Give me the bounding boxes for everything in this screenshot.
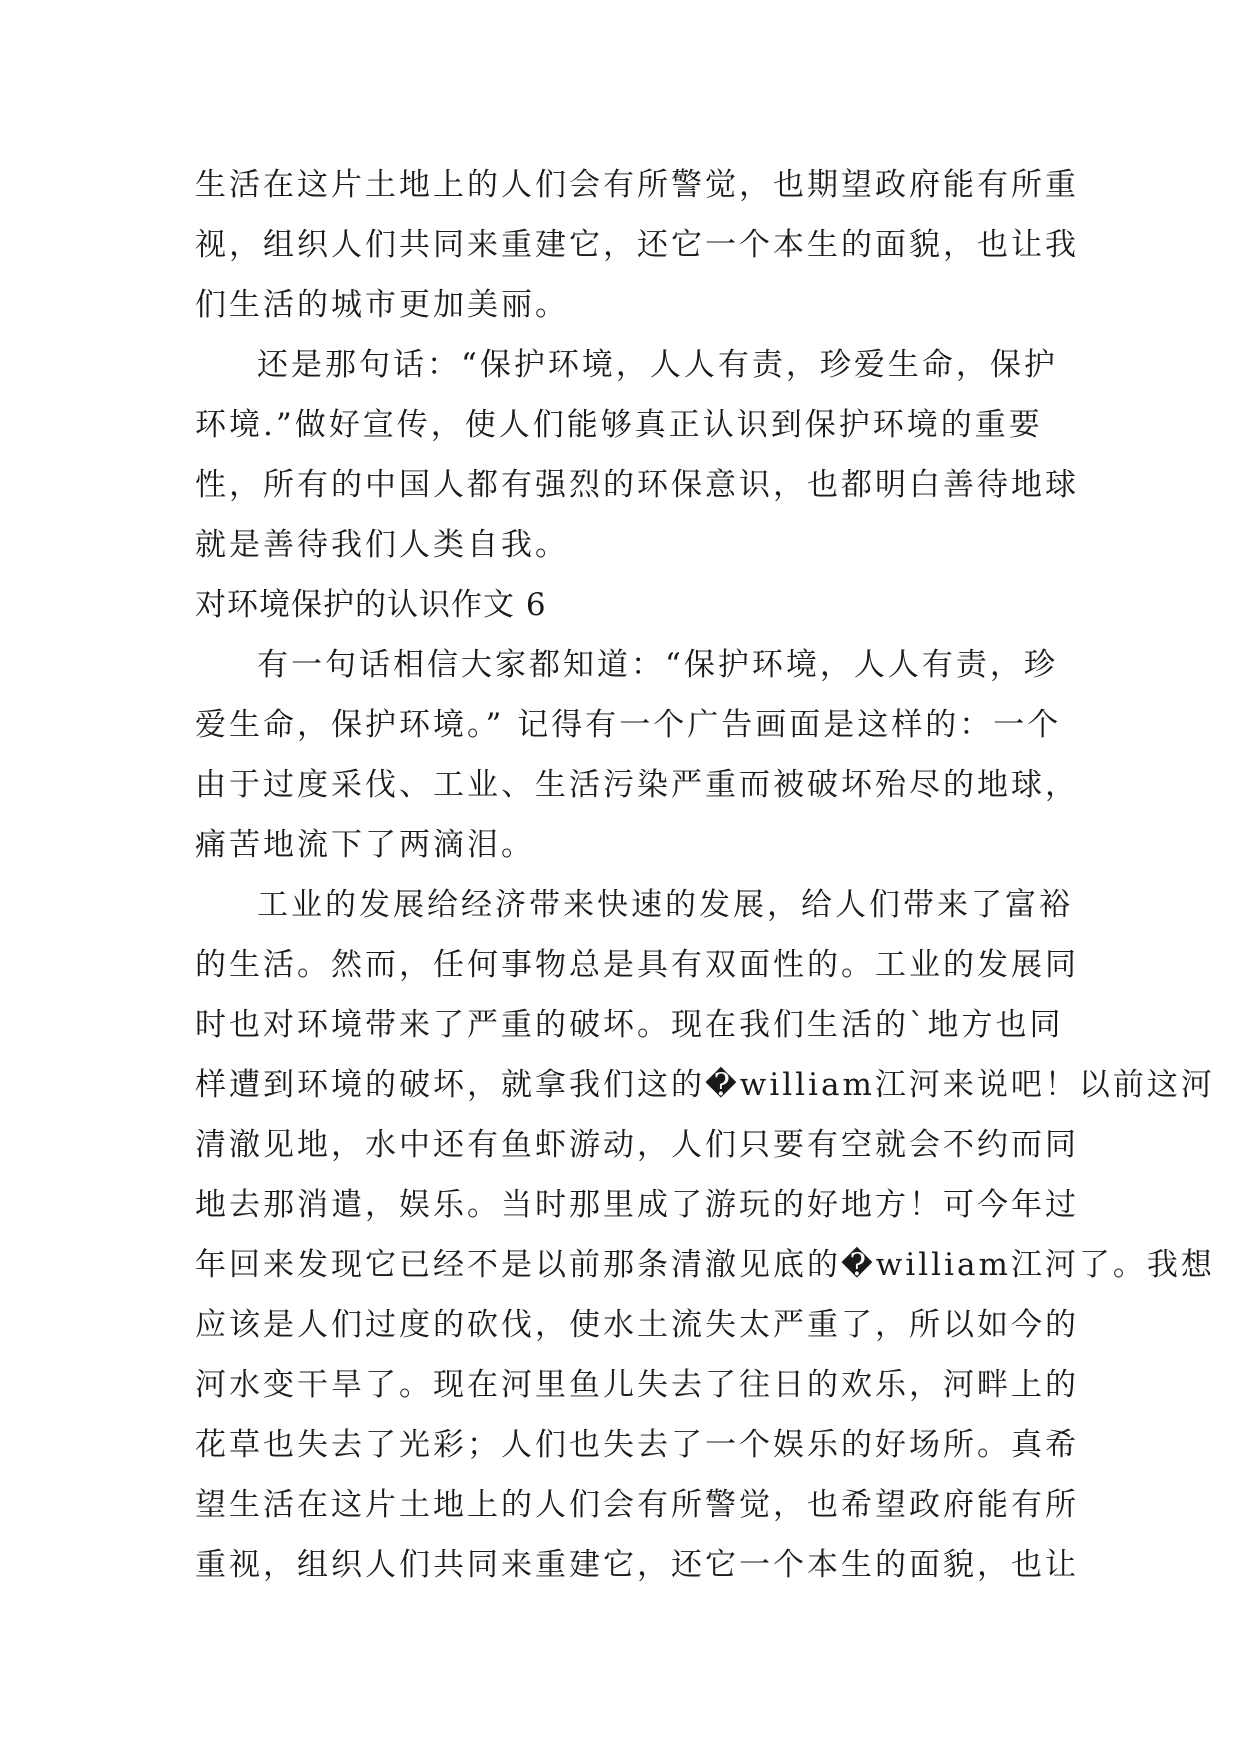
- text-line: 痛苦地流下了两滴泪。: [195, 827, 535, 863]
- paragraph-first-line: 有一句话相信大家都知道：“保护环境，人人有责，珍: [257, 647, 1058, 683]
- section-heading: 对环境保护的认识作文 6: [195, 587, 547, 623]
- text-line: 生活在这片土地上的人们会有所警觉，也期望政府能有所重: [195, 167, 1079, 203]
- text-line: 清澈见地，水中还有鱼虾游动，人们只要有空就会不约而同: [195, 1127, 1079, 1163]
- text-line: 样遭到环境的破坏，就拿我们这的�william江河来说吧！以前这河: [195, 1067, 1215, 1103]
- text-line: 爱生命，保护环境。” 记得有一个广告画面是这样的：一个: [195, 707, 1062, 743]
- paragraph-first-line: 还是那句话：“保护环境，人人有责，珍爱生命，保护: [257, 347, 1058, 383]
- text-line: 的生活。然而，任何事物总是具有双面性的。工业的发展同: [195, 947, 1079, 983]
- paragraph-first-line: 工业的发展给经济带来快速的发展，给人们带来了富裕: [257, 887, 1073, 923]
- text-line: 由于过度采伐、工业、生活污染严重而被破坏殆尽的地球，: [195, 767, 1079, 803]
- text-line: 视，组织人们共同来重建它，还它一个本生的面貌，也让我: [195, 227, 1079, 263]
- text-line: 应该是人们过度的砍伐，使水土流失太严重了，所以如今的: [195, 1307, 1079, 1343]
- text-line: 就是善待我们人类自我。: [195, 527, 569, 563]
- text-line: 年回来发现它已经不是以前那条清澈见底的�william江河了。我想: [195, 1247, 1215, 1283]
- text-line: 时也对环境带来了严重的破坏。现在我们生活的`地方也同: [195, 1007, 1064, 1043]
- text-line: 花草也失去了光彩；人们也失去了一个娱乐的好场所。真希: [195, 1427, 1079, 1463]
- article-body: [195, 155, 1215, 1595]
- text-line: 河水变干旱了。现在河里鱼儿失去了往日的欢乐，河畔上的: [195, 1367, 1079, 1403]
- text-line: 性，所有的中国人都有强烈的环保意识，也都明白善待地球: [195, 467, 1079, 503]
- text-line: 重视，组织人们共同来重建它，还它一个本生的面貌，也让: [195, 1547, 1079, 1583]
- text-line: 们生活的城市更加美丽。: [195, 287, 569, 323]
- text-line: 地去那消遣，娱乐。当时那里成了游玩的好地方！可今年过: [195, 1187, 1079, 1223]
- text-line: 环境.”做好宣传，使人们能够真正认识到保护环境的重要: [195, 407, 1043, 443]
- text-line: 望生活在这片土地上的人们会有所警觉，也希望政府能有所: [195, 1487, 1079, 1523]
